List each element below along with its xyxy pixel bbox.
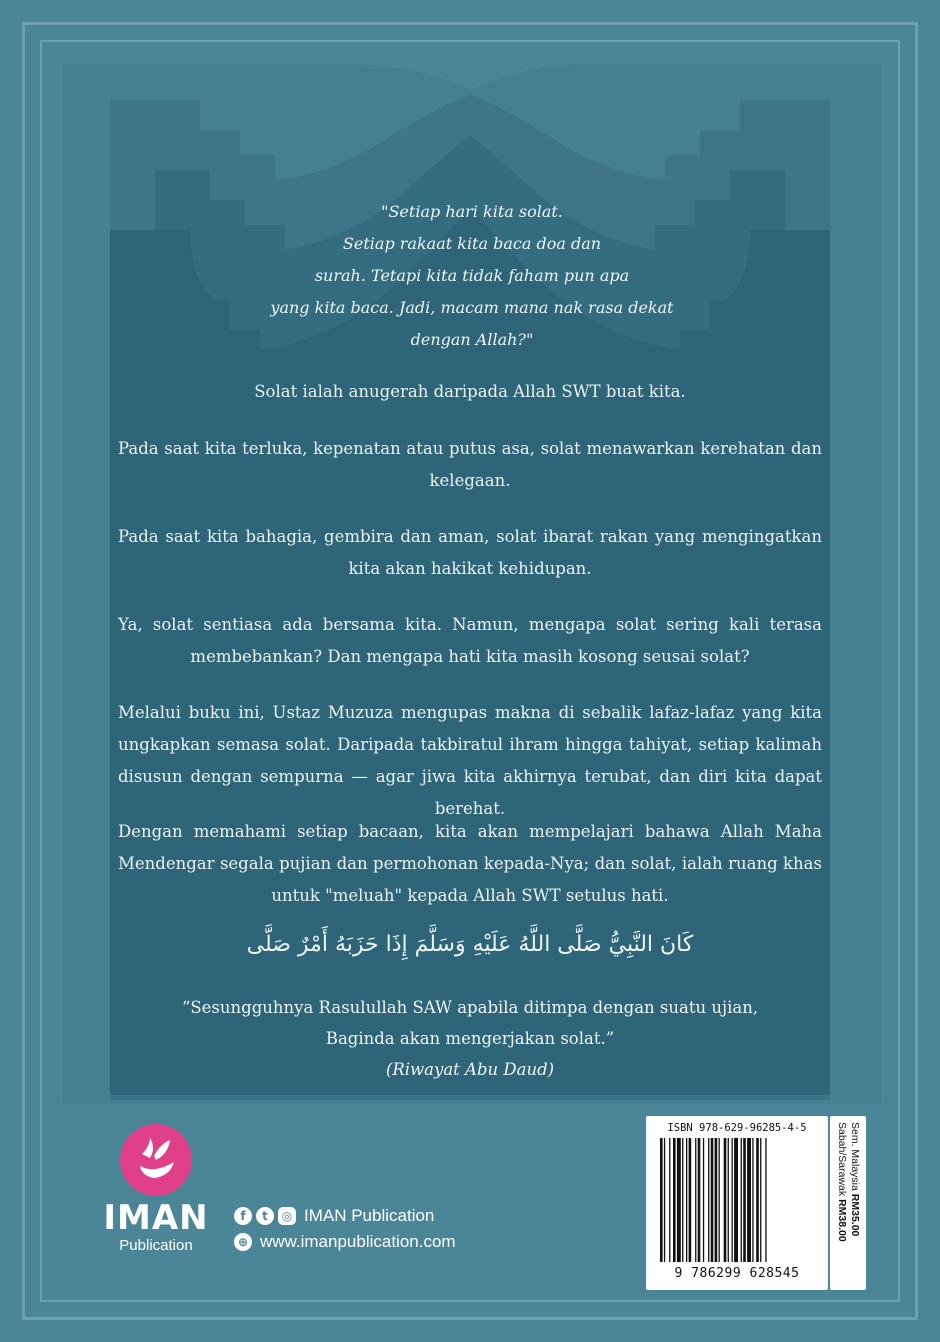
barcode-bar — [743, 1138, 746, 1262]
barcode-bar — [711, 1138, 714, 1262]
barcode-bar — [715, 1138, 718, 1262]
barcode-bar — [747, 1138, 751, 1262]
barcode-bar — [673, 1138, 676, 1262]
hadith-source: (Riwayat Abu Daud) — [385, 1060, 555, 1079]
barcode-bar — [695, 1138, 696, 1262]
price-text — [830, 1116, 866, 1290]
social-handle: IMAN Publication — [304, 1206, 435, 1225]
barcode-bar — [756, 1138, 759, 1262]
barcode-bar — [677, 1138, 681, 1262]
paragraph-5: Melalui buku ini, Ustaz Muzuza mengupas makna di sebalik lafaz-lafaz yang kita ungkapkan semasa solat. Daripada takbiratul ihram hingga tahiyat, setiap kalimah disusun dengan sempurna — agar jiwa kita akhirnya terubat, dan diri kita dapat berehat. — [118, 703, 822, 818]
barcode-bar — [724, 1138, 727, 1262]
barcode-bar — [660, 1138, 663, 1262]
website-link[interactable]: www.imanpublication.com — [260, 1232, 456, 1251]
paragraph-2: Pada saat kita terluka, kepenatan atau putus asa, solat menawarkan kerehatan dan kelegaan. — [118, 439, 822, 490]
barcode-bar — [719, 1138, 720, 1262]
barcode-bar — [682, 1138, 683, 1262]
facebook-icon[interactable]: f — [234, 1207, 252, 1225]
arabic-hadith-text: كَانَ النَّبِيُّ صَلَّى اللَّهُ عَلَيْهِ وَسَلَّمَ إِذَا حَزَبَهُ أَمْرٌ صَلَّى — [246, 932, 694, 957]
logo-mark-icon — [120, 1124, 192, 1196]
paragraph-1: Solat ialah anugerah daripada Allah SWT buat kita. — [254, 382, 686, 401]
barcode-bar — [686, 1138, 687, 1262]
website-row — [234, 1230, 456, 1254]
hadith-line: “Sesungguhnya Rasulullah SAW apabila ditimpa dengan suatu ujian, — [181, 998, 759, 1017]
quote-line: surah. Tetapi kita tidak faham pun apa — [314, 266, 630, 285]
barcode-bar — [752, 1138, 753, 1262]
barcode-bar — [698, 1138, 701, 1262]
paragraph-4: Ya, solat sentiasa ada bersama kita. Namun, mengapa solat sering kali terasa membebankan? Dan mengapa hati kita masih kosong seusai solat? — [118, 615, 822, 666]
opening-quote — [262, 196, 682, 356]
instagram-icon[interactable]: ◎ — [278, 1207, 296, 1225]
barcode-bar — [732, 1138, 733, 1262]
isbn-number: ISBN 978-629-96285-4-5 — [667, 1122, 807, 1134]
ean-number: 9 786299 628545 — [674, 1266, 800, 1281]
quote-line: yang kita baca. Jadi, macam mana nak rasa dekat — [270, 298, 674, 317]
hadith-line: Baginda akan mengerjakan solat.” — [325, 1029, 615, 1048]
quote-line: Setiap rakaat kita baca doa dan — [342, 234, 602, 253]
paragraph-6: Dengan memahami setiap bacaan, kita akan mempelajari bahawa Allah Maha Mendengar segala pujian dan permohonan kepada-Nya; dan solat, ialah ruang khas untuk "meluah" kepada Allah SWT setulus hati. — [118, 822, 822, 905]
barcode-bar — [689, 1138, 692, 1262]
hadith-translation — [150, 992, 790, 1085]
logo-subtitle: Publication — [119, 1237, 193, 1254]
globe-icon: ⊕ — [234, 1233, 252, 1251]
publisher-logo — [100, 1124, 212, 1264]
publisher-contacts — [234, 1204, 456, 1256]
paragraph-3: Pada saat kita bahagia, gembira dan aman, solat ibarat rakan yang mengingatkan kita akan hakikat kehidupan. — [118, 527, 822, 578]
social-row — [234, 1204, 456, 1228]
barcode-bar — [734, 1138, 738, 1262]
barcode-bar — [703, 1138, 704, 1262]
barcode-bar — [760, 1138, 761, 1262]
quote-line: "Setiap hari kita solat. — [381, 202, 563, 221]
twitter-icon[interactable]: t — [256, 1207, 274, 1225]
quote-line: dengan Allah?" — [410, 330, 534, 349]
barcode-bar — [741, 1138, 742, 1262]
barcode-bars — [646, 1116, 828, 1290]
logo-wordmark: IMAN — [103, 1198, 209, 1238]
price-line-peninsular: Sem. Malaysia RM35.00 — [849, 1122, 861, 1237]
isbn-barcode — [646, 1116, 828, 1290]
barcode-bar — [708, 1138, 709, 1262]
price-label — [830, 1116, 866, 1290]
barcode-bar — [669, 1138, 670, 1262]
price-line-east: Sabah/Sarawak RM38.00 — [836, 1122, 848, 1242]
barcode-bar — [664, 1138, 665, 1262]
barcode-bar — [728, 1138, 729, 1262]
barcode-bar — [765, 1138, 766, 1262]
